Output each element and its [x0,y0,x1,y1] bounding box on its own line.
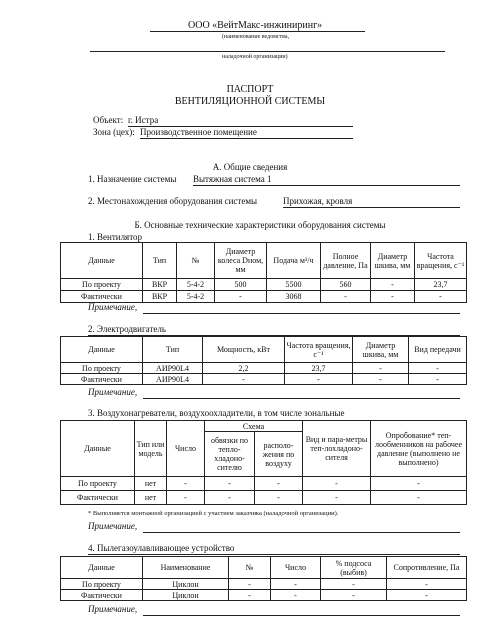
heaters-header-cell: Вид и пара-метры теп-лохладоно-сителя [303,421,371,477]
table-cell: По проекту [61,579,143,590]
fan-header-cell: № [177,243,215,279]
table-row [61,363,467,374]
heaters-header-cell: Данные [61,421,135,477]
table-cell: - [387,579,467,590]
location-label: 2. Местонахождения оборудования системы [88,196,258,206]
section-b-title: Б. Основные технические характеристики оборудования системы [134,220,386,230]
fan-header-cell: Данные [61,243,143,279]
dust-note-label: Примечание, [88,604,138,614]
heaters-title: 3. Воздухонагреватели, воздухоохладители, в том числе зональные [88,408,345,418]
table-cell: - [321,590,387,601]
table-row [61,579,467,590]
table-cell: - [167,477,205,491]
table-row [61,279,467,291]
table-cell: - [371,477,467,491]
table-cell: - [271,579,321,590]
dust-header-cell: Сопротивление, Па [387,557,467,579]
org-name-underline [150,31,365,32]
table-cell: - [255,491,303,505]
fan-title: 1. Вентилятор [88,232,143,242]
table-cell: - [303,477,371,491]
table-row [61,291,467,303]
zone-label: Зона (цех): [93,127,135,137]
table-cell: - [205,477,255,491]
dust-header-cell: Данные [61,557,143,579]
motor-header-cell: Тип [143,337,203,363]
document-subtitle: ВЕНТИЛЯЦИОННОЙ СИСТЕМЫ [174,96,326,107]
table-cell: - [321,291,371,303]
table-row [61,477,467,491]
organization-name: ООО «ВейтМакс-инжиниринг» [188,20,323,31]
table-cell: 3068 [267,291,321,303]
motor-header-row [61,337,467,363]
fan-header-cell: Подача м³/ч [267,243,321,279]
table-cell: - [255,477,303,491]
table-cell: - [167,491,205,505]
dust-header-cell: % подсоса (выбив) [321,557,387,579]
table-cell: - [205,491,255,505]
zone-value: Производственное помещение [140,127,257,137]
table-cell: 2,2 [203,363,285,374]
table-cell: 23,7 [415,279,467,291]
fan-note-line [143,313,460,314]
table-cell: 5500 [267,279,321,291]
org-caption-1: (наименование ведомства, [222,34,290,40]
table-cell: нет [135,491,167,505]
location-value: Прихожая, кровля [283,196,353,206]
table-cell: - [409,374,467,385]
fan-header-cell: Частота вращения, с⁻¹ [415,243,467,279]
table-cell: АИР90L4 [143,363,203,374]
table-cell: Фактически [61,491,135,505]
table-cell: Циклон [143,579,229,590]
dust-note-line [143,615,460,616]
org-blank-line [90,51,445,52]
motor-header-cell: Данные [61,337,143,363]
table-cell: - [371,279,415,291]
table-cell: По проекту [61,279,143,291]
table-cell: - [409,363,467,374]
dust-table [60,556,467,601]
table-cell: - [203,374,285,385]
purpose-label: 1. Назначение системы [88,174,177,184]
heaters-header-row [61,421,467,432]
document-title: ПАСПОРТ [226,84,274,95]
fan-header-cell: Тип [143,243,177,279]
table-cell: - [215,291,267,303]
fan-header-cell: Полное давление, Па [321,243,371,279]
table-cell: АИР90L4 [143,374,203,385]
motor-header-cell: Вид передачи [409,337,467,363]
table-row [61,590,467,601]
location-underline [283,207,460,208]
heaters-footnote: * Выполняется монтажной организацией с участием заказчика (наладочной организации). [88,510,339,517]
section-a-title: А. Общие сведения [212,162,288,172]
object-value: г. Истра [128,115,159,125]
motor-header-cell: Диаметр шкива, мм [353,337,409,363]
table-cell: 5-4-2 [177,291,215,303]
dust-header-cell: Наименование [143,557,229,579]
table-row [61,491,467,505]
table-cell: ВКР [143,279,177,291]
purpose-underline [193,185,460,186]
table-cell: - [371,291,415,303]
table-cell: - [229,579,271,590]
table-cell: - [321,579,387,590]
heaters-header-cell: Схема [205,421,303,432]
table-cell: - [353,363,409,374]
table-row [61,374,467,385]
table-cell: 500 [215,279,267,291]
fan-note-label: Примечание, [88,302,138,312]
table-cell: нет [135,477,167,491]
zone-underline [140,138,353,139]
motor-note-line [143,398,460,399]
table-cell: 5-4-2 [177,279,215,291]
object-label: Объект: [93,115,124,125]
heaters-table [60,420,467,505]
dust-header-cell: Число [271,557,321,579]
motor-header-cell: Частота вращения, с⁻¹ [285,337,353,363]
fan-header-cell: Диаметр колеса Dном, мм [215,243,267,279]
table-cell: 560 [321,279,371,291]
table-cell: - [285,374,353,385]
heaters-note-line [143,532,460,533]
heaters-header-cell: Опробование* теп-лообменников на рабочее давление (выполнено не выполнено) [371,421,467,477]
dust-title-line [88,554,460,555]
table-cell: - [371,491,467,505]
dust-title: 4. Пылегазоулавливающее устройство [88,543,235,553]
table-cell: - [415,291,467,303]
table-cell: - [353,374,409,385]
table-cell: Циклон [143,590,229,601]
table-cell: Фактически [61,374,143,385]
fan-table [60,242,467,303]
table-cell: - [387,590,467,601]
motor-note-label: Примечание, [88,387,138,397]
dust-header-cell: № [229,557,271,579]
fan-header-cell: Диаметр шкива, мм [371,243,415,279]
heaters-header-cell: располо-жения по воздуху [255,432,303,477]
fan-header-row [61,243,467,279]
table-cell: Фактически [61,590,143,601]
heaters-header-cell: Число [167,421,205,477]
table-cell: По проекту [61,477,135,491]
table-cell: - [303,491,371,505]
table-cell: 23,7 [285,363,353,374]
table-cell: - [229,590,271,601]
org-caption-2: наладочной организации) [222,54,288,60]
purpose-value: Вытяжная система 1 [193,174,272,184]
heaters-note-label: Примечание, [88,521,138,531]
dust-header-row [61,557,467,579]
table-cell: По проекту [61,363,143,374]
heaters-header-cell: обвязки по тепло-хладоно-сителю [205,432,255,477]
table-cell: ВКР [143,291,177,303]
heaters-header-cell: Тип или модель [135,421,167,477]
table-cell: Фактически [61,291,143,303]
table-cell: - [271,590,321,601]
motor-header-cell: Мощность, кВт [203,337,285,363]
motor-table [60,336,467,385]
motor-title: 2. Электродвигатель [88,324,166,334]
